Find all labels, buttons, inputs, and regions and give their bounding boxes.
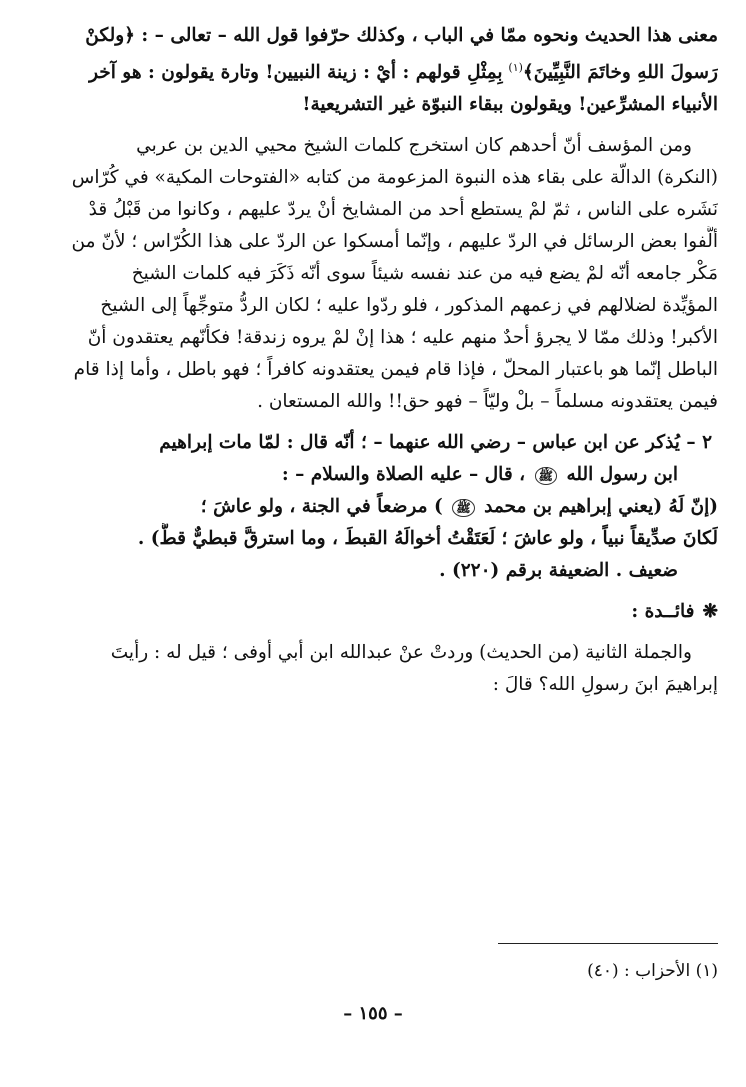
paragraph-2 <box>38 130 718 418</box>
text-line-content: الأكبر! وذلك ممّا لا يجرؤ أحدٌ منهم عليه ؛ هذا إنْ لمْ يروه زندقة! فكأنّهم يعتقدون أنّ <box>87 327 718 349</box>
text-line-content: نَشَره على الناس ، ثمّ لمْ يستطع أحد من المشايخ أنْ يردّ عليهم ، وكانوا من قَبْلُ قدْ <box>88 199 718 221</box>
text-line <box>38 20 718 52</box>
footnote-text: (١) الأحزاب : (٤٠) <box>587 961 718 981</box>
text-line <box>38 89 718 121</box>
text-line <box>38 669 718 701</box>
page-number <box>0 1000 746 1028</box>
page-body <box>38 20 718 701</box>
paragraph-1 <box>38 20 718 121</box>
text-line-content: معنى هذا الحديث ونحوه ممّا في الباب ، وكذلك حرّفوا قول الله – تعالى – : ﴿ولكنْ <box>85 25 718 46</box>
text-line-content: الأنبياء المشرِّعين! ويقولون ببقاء النبوّة غير التشريعية! <box>302 94 718 116</box>
footnote <box>587 958 718 984</box>
hadith-heading <box>38 427 718 459</box>
benefit-heading <box>38 596 718 628</box>
text-line <box>38 162 718 194</box>
quran-quote: رَسولَ اللهِ وخاتَمَ النَّبِيِّينَ﴾ <box>522 62 718 84</box>
salla-allahu-glyph: ﷺ <box>535 467 558 485</box>
text-line-content: (إنّ لَهُ (يعني إبراهيم بن محمد <box>484 496 718 518</box>
paragraph-gap <box>38 418 718 427</box>
text-line-content: بِمِثْلِ قولهم : أيْ : زينة النبيين! وتارة يقولون : هو آخر <box>89 62 503 84</box>
text-line <box>38 637 718 669</box>
text-line <box>38 354 718 386</box>
text-line-content: إبراهيمَ ابنَ رسولِ الله؟ قالَ : <box>492 674 718 696</box>
text-line <box>38 290 718 322</box>
text-line-content: المؤيِّدة لضلالهم في زعمهم المذكور ، فلو ردّوا عليه ؛ لكان الردُّ متوجِّهاً إلى الشيخ <box>100 295 718 317</box>
hadith-entry <box>38 427 718 587</box>
text-line-content: ومن المؤسف أنّ أحدهم كان استخرج كلمات الشيخ محيي الدين بن عربي <box>136 135 692 157</box>
text-line-content: ) مرضعاً في الجنة ، ولو عاشَ ؛ <box>200 496 443 518</box>
paragraph-gap <box>38 587 718 596</box>
text-line <box>38 386 718 418</box>
text-line-content: لَكانَ صدِّيقاً نبياً ، ولو عاشَ ؛ لَعَتَقْتُ أخوالَهُ القبطَ ، وما استرقَّ قبطيٌّ قطُّ) . <box>137 528 718 550</box>
footnote-reference[interactable]: (١) <box>508 61 523 74</box>
text-line-content: فيمن يعتقدونه مسلماً – بلْ وليّاً – فهو حق!! والله المستعان . <box>257 391 718 413</box>
text-line <box>38 52 718 89</box>
text-line-content: ابن رسول الله <box>566 464 678 486</box>
text-line-content: ألَّفوا بعض الرسائل في الردّ عليهم ، وإنّما أمسكوا عن الردّ على هذا الكُرّاس ؛ لأنّ من <box>71 231 718 253</box>
benefit-section <box>38 596 718 701</box>
text-line-content: ٢ – يُذكر عن ابن عباس – رضي الله عنهما – ؛ أنّه قال : لمّا مات إبراهيم <box>159 432 712 454</box>
footnote-divider <box>498 943 718 944</box>
hadith-text-line <box>38 491 718 523</box>
benefit-title: فائــدة : <box>631 601 695 623</box>
text-line-content: (النكرة) الدالّة على بقاء هذه النبوة المزعومة من كتابه «الفتوحات المكية» في كُرّاس <box>71 167 718 189</box>
paragraph-gap <box>38 628 718 637</box>
salla-allahu-glyph: ﷺ <box>452 499 475 517</box>
text-line <box>38 258 718 290</box>
paragraph-gap <box>38 121 718 130</box>
text-line-content: والجملة الثانية (من الحديث) وردتْ عنْ عبدالله ابن أبي أوفى ؛ قيل له : رأيتَ <box>110 642 692 664</box>
text-line <box>38 322 718 354</box>
hadith-text-line <box>38 523 718 555</box>
text-line <box>38 194 718 226</box>
page-number-text: – ١٥٥ – <box>343 1003 403 1024</box>
text-line <box>38 130 718 162</box>
text-line-content: الباطل إنّما هو باعتبار المحلّ ، فإذا قام فيمن يعتقدونه كافراً ؛ فهو باطل ، وأما إذا قام <box>73 359 718 381</box>
text-line <box>38 459 718 491</box>
text-line-content: ضعيف . الضعيفة برقم (٢٢٠) . <box>439 560 678 582</box>
hadith-grade <box>38 555 718 587</box>
text-line-content: ، قال – عليه الصلاة والسلام – : <box>281 464 526 486</box>
star-icon: ❋ <box>702 601 718 623</box>
text-line <box>38 226 718 258</box>
text-line-content: مَكْر جامعه أنّه لمْ يضع فيه من عند نفسه شيئاً سوى أنّه ذَكَرَ فيه كلمات الشيخ <box>131 263 718 285</box>
